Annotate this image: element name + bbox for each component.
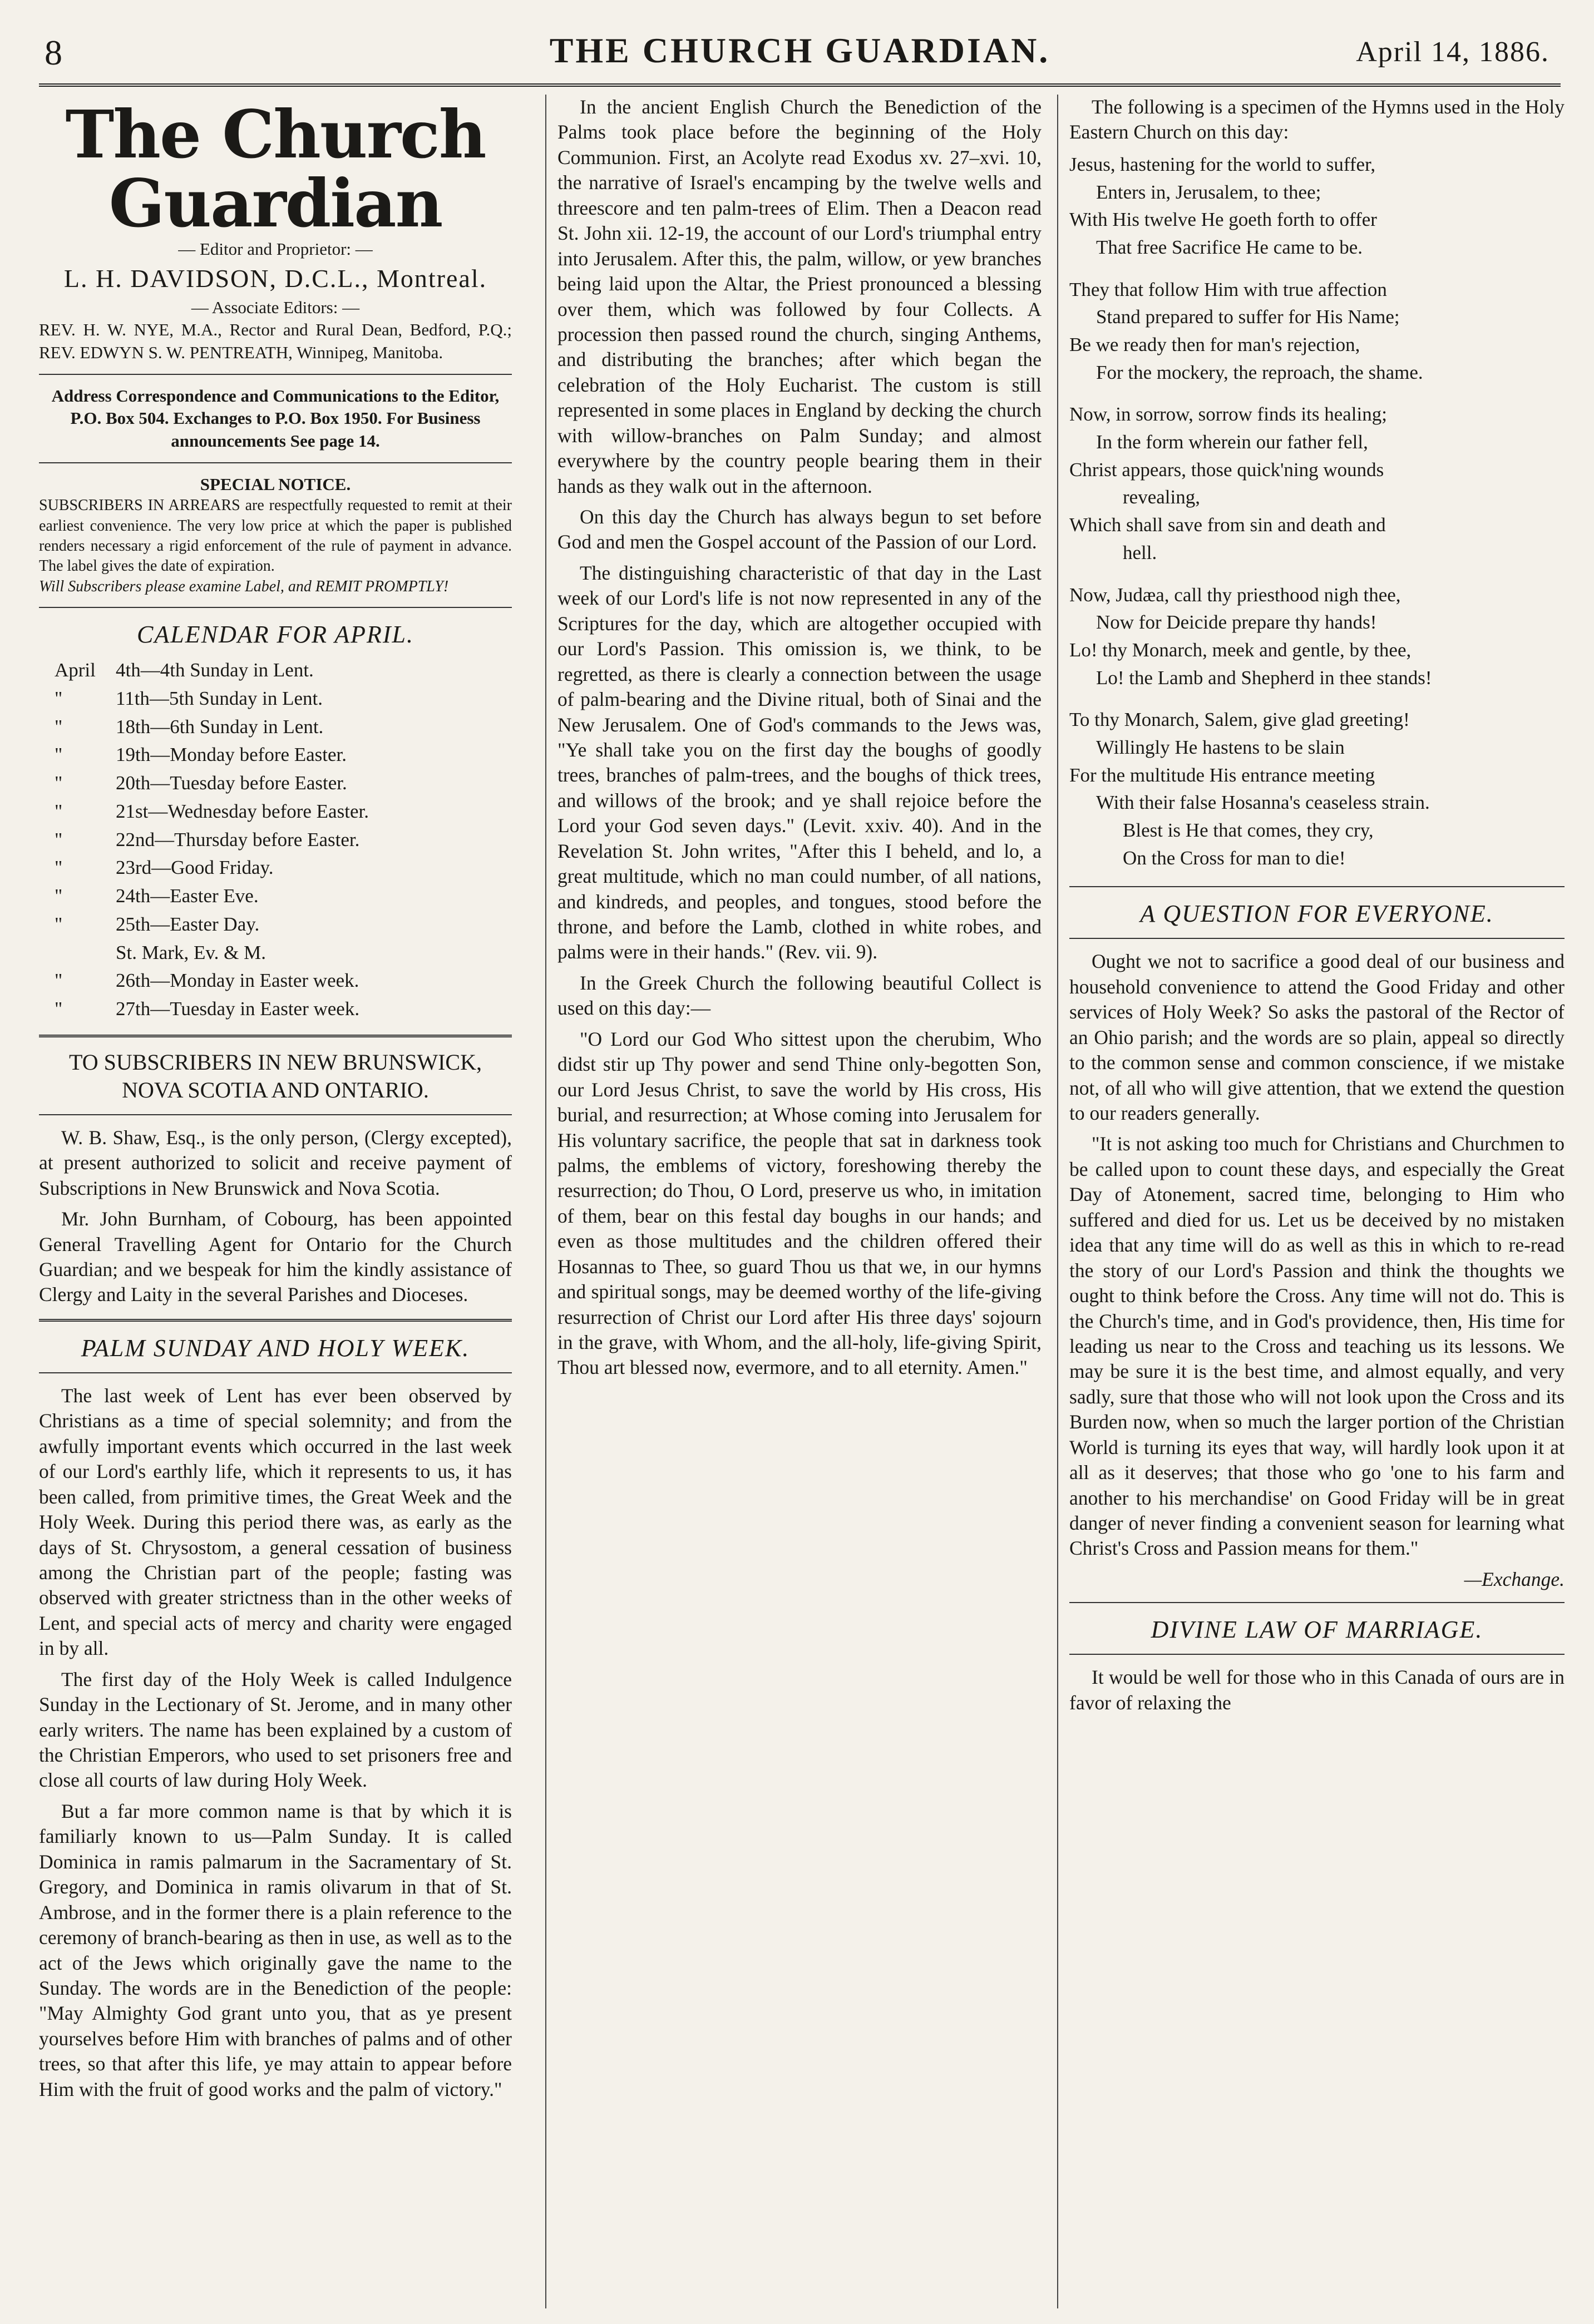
collect-paragraph: "O Lord our God Who sittest upon the cherubim, Who didst stir up Thy power and send Thine only-begotten Son, our Lord Jesus Christ, to save the world by His cross, His burial, and resurrection; at Whose coming into Jerusalem for His voluntary sacrifice, the people that sat in darkness took palms, the emblems of victory, foreshowing thereby the resurrection; do Thou, O Lord, preserve us who, in imitation of them, bear on this festal day boughs in our hands; and even as those multitudes and the children offered their Hosannas to Thee, so guard Thou us that we, in our hymns and spiritual songs, may be deemed worthy of the life-giving resurrection of Christ our Lord after His three days' sojourn in the grave, with Whom, and the all-holy, life-giving Spirit, Thou art blessed now, evermore, and to all eternity. Amen.": [557, 1027, 1042, 1379]
palm-sunday-heading: PALM SUNDAY AND HOLY WEEK.: [81, 1334, 470, 1362]
subscribers-paragraph: Mr. John Burnham, of Cobourg, has been appointed General Travelling Agent for Ontario for the Church Guardian; and we bespeak for him the kindly assistance of Clergy and Laity in the several Parishes and Dioceses.: [39, 1208, 512, 1306]
hymn-line: Now, in sorrow, sorrow finds its healing;: [1069, 403, 1387, 426]
hymn-line: That free Sacrifice He came to be.: [1096, 236, 1363, 258]
divider: [39, 374, 512, 375]
divider: [1069, 1602, 1565, 1603]
calendar-day: 22nd—Thursday before Easter.: [116, 828, 360, 851]
hymn-line: On the Cross for man to die!: [1123, 847, 1346, 869]
article-paragraph: In the Greek Church the following beautiful Collect is used on this day:—: [557, 971, 1042, 1020]
calendar-entry: [55, 967, 512, 995]
column-1: [39, 95, 512, 2308]
article-paragraph: It would be well for those who in this Canada of ours are in favor of relaxing the: [1069, 1666, 1565, 1714]
calendar-month: ": [55, 857, 63, 879]
hymn-line: With His twelve He goeth forth to offer: [1069, 209, 1377, 231]
hymn: [1069, 151, 1565, 872]
calendar-entry: [55, 798, 512, 826]
calendar-month: April: [55, 659, 96, 681]
divider: [1069, 1654, 1565, 1655]
hymn-stanza: [1069, 151, 1565, 261]
hymn-line: To thy Monarch, Salem, give glad greeting!: [1069, 709, 1410, 731]
calendar-entry: [55, 769, 512, 798]
calendar-day: 4th—4th Sunday in Lent.: [116, 659, 314, 681]
hymn-line: In the form wherein our father fell,: [1096, 431, 1368, 453]
hymn-line: Willingly He hastens to be slain: [1096, 736, 1345, 758]
calendar-day: 19th—Monday before Easter.: [116, 744, 347, 766]
question-heading: A QUESTION FOR EVERYONE.: [1140, 900, 1494, 928]
calendar-entry: [55, 685, 512, 713]
calendar-entry: [55, 939, 512, 967]
calendar-month: ": [55, 885, 63, 907]
hymn-line: They that follow Him with true affection: [1069, 278, 1387, 300]
calendar-month: ": [55, 970, 63, 992]
subscribers-paragraph: W. B. Shaw, Esq., is the only person, (Clergy excepted), at present authorized to solicit and receive payment of Subscriptions in New Brunswick and Nova Scotia.: [39, 1126, 512, 1199]
running-header: [39, 22, 1561, 87]
article-paragraph: In the ancient English Church the Benediction of the Palms took place before the beginning of the Holy Communion. First, an Acolyte read Exodus xv. 27–xvi. 10, the narrative of Israel's encamping by the twelve wells and threescore and ten palm-trees of Elim. Then a Deacon read St. John xii. 12-19, the account of our Lord's triumphal entry into Jerusalem. After this, the palm, willow, or yew branches being laid upon the Altar, the Priest pronounced a blessing over them, which was followed by four Collects. A procession then passed round the church, singing Anthems, and distributing the branches; after which began the celebration of the Holy Eucharist. The custom is still represented in some places in England by decking the church with willow-branches on Palm Sunday; and almost everywhere by the country people bearing them in their hands as they walk out in the afternoon.: [557, 96, 1042, 497]
address-notice: Address Correspondence and Communications to the Editor, P.O. Box 504. Exchanges to P.O. Box 1950. For Business announcements See page 14.: [51, 385, 500, 451]
divider: [39, 1035, 512, 1037]
special-notice-text: SUBSCRIBERS IN ARREARS are respectfully requested to remit at their earliest convenience. The very low price at which the paper is published renders necessary a rigid enforcement of the rule of payment in advance. The label gives the date of expiration.: [39, 497, 512, 575]
hymn-line: Which shall save from sin and death and: [1069, 514, 1386, 536]
calendar-month: [55, 939, 116, 967]
calendar-entry: [55, 882, 512, 911]
calendar-day: 20th—Tuesday before Easter.: [116, 772, 347, 794]
running-title: THE CHURCH GUARDIAN.: [549, 31, 1050, 70]
editor-label: — Editor and Proprietor: —: [178, 239, 373, 259]
associate-label: — Associate Editors: —: [191, 298, 360, 318]
hymn-line: Now, Judæa, call thy priesthood nigh thee,: [1069, 584, 1401, 606]
calendar-month: ": [55, 913, 63, 935]
calendar-day: 26th—Monday in Easter week.: [116, 970, 359, 992]
calendar-day: 11th—5th Sunday in Lent.: [116, 687, 323, 709]
hymn-line: With their false Hosanna's ceaseless strain.: [1096, 792, 1430, 814]
divider: [39, 1319, 512, 1322]
calendar-month: ": [55, 687, 63, 709]
hymn-line: Enters in, Jerusalem, to thee;: [1096, 181, 1321, 203]
article-paragraph: The last week of Lent has ever been observed by Christians as a time of special solemnity; and from the awfully important events which occurred in the last week of our Lord's earthly life, which it represents to us, it has been called, from primitive times, the Great Week and the Holy Week. During this period there was, as early as the days of St. Chrysostom, a general cessation of business among the Christian part of the people; fasting was observed with greater strictness than in the other weeks of Lent, and special acts of mercy and charity were engaged in by all.: [39, 1384, 512, 1660]
hymn-line: Jesus, hastening for the world to suffer,: [1069, 153, 1376, 175]
marriage-heading: DIVINE LAW OF MARRIAGE.: [1151, 1616, 1483, 1644]
calendar-entry: [55, 995, 512, 1023]
hymn-line: Christ appears, those quick'ning wounds: [1069, 458, 1384, 481]
article-paragraph: On this day the Church has always begun to set before God and men the Gospel account of the Passion of our Lord.: [557, 506, 1042, 553]
calendar-list: [55, 656, 512, 1023]
special-notice-title: SPECIAL NOTICE.: [200, 474, 351, 494]
calendar-entry: [55, 656, 512, 685]
divider: [1069, 938, 1565, 939]
article-paragraph: The distinguishing characteristic of that day in the Last week of our Lord's life is not now represented in any of the Scriptures for the day, which are altogether occupied with our Lord's Passion. This omission is, we think, to be regretted, as there is clearly a connection between the usage of palm-bearing and the Divine ritual, both of Sinai and the New Jerusalem. One of God's commands to the Jews was, "Ye shall take you on the first day the boughs of goodly trees, branches of palm-trees, and the boughs of thick trees, and willows of the brook; and ye shall rejoice before the Lord your God seven days." (Levit. xxiv. 40). And in the Revelation St. John writes, "After this I beheld, and lo, a great multitude, which no man could number, of all nations, and kindreds, and peoples, and tongues, stood before the throne, and before the Lamb, clothed in white robes, and palms were in their hands." (Rev. vii. 9).: [557, 561, 1042, 963]
calendar-entry: [55, 854, 512, 882]
hymn-line: For the mockery, the reproach, the shame.: [1096, 361, 1423, 383]
calendar-entry: [55, 713, 512, 741]
calendar-day: 27th—Tuesday in Easter week.: [116, 998, 360, 1020]
calendar-entry: [55, 741, 512, 769]
calendar-heading: CALENDAR FOR APRIL.: [137, 621, 414, 649]
hymn-stanza: [1069, 400, 1565, 566]
associate-editors: REV. H. W. NYE, M.A., Rector and Rural Dean, Bedford, P.Q.; REV. EDWYN S. W. PENTREATH, Winnipeg, Manitoba.: [39, 320, 512, 362]
hymn-stanza: [1069, 276, 1565, 387]
hymn-line: Now for Deicide prepare thy hands!: [1096, 611, 1377, 634]
hymn-line: Be we ready then for man's rejection,: [1069, 334, 1360, 355]
calendar-day: St. Mark, Ev. & M.: [116, 941, 266, 963]
divider: [39, 1114, 512, 1115]
editor-name: L. H. DAVIDSON, D.C.L., Montreal.: [63, 264, 487, 293]
calendar-day: 23rd—Good Friday.: [116, 857, 274, 879]
hymn-line: hell.: [1123, 541, 1157, 563]
column-3: [1057, 95, 1565, 2308]
calendar-day: 18th—6th Sunday in Lent.: [116, 715, 324, 738]
calendar-month: ": [55, 800, 63, 822]
hymn-line: Lo! the Lamb and Shepherd in thee stands!: [1096, 666, 1432, 689]
calendar-entry: [55, 911, 512, 939]
masthead-title: The Church Guardian: [65, 96, 486, 242]
hymn-line: Blest is He that comes, they cry,: [1123, 819, 1374, 841]
issue-date: April 14, 1886.: [1356, 36, 1549, 68]
column-2: [545, 95, 1042, 2308]
divider: [1069, 886, 1565, 887]
hymn-stanza: [1069, 581, 1565, 692]
article-source: —Exchange.: [1464, 1568, 1565, 1590]
article-paragraph: The first day of the Holy Week is called Indulgence Sunday in the Lectionary of St. Jerome, and in many other early writers. The name has been explained by a custom of the Christian Emperors, who used to set prisoners free and close all courts of law during Holy Week.: [39, 1668, 512, 1792]
article-paragraph: The following is a specimen of the Hymns used in the Holy Eastern Church on this day:: [1069, 96, 1565, 144]
hymn-line: revealing,: [1123, 486, 1200, 508]
calendar-day: 25th—Easter Day.: [116, 913, 260, 935]
hymn-line: Lo! thy Monarch, meek and gentle, by thee,: [1069, 639, 1412, 661]
article-paragraph: "It is not asking too much for Christians and Churchmen to be called upon to count these days, and especially the Great Day of Atonement, sacred time, belonging to Him who suffered and died for us. Let us be deceived by no mistaken idea that any time will do as well as this in which to re-read the story of our Lord's Passion and think the thoughts we ought to think before the Cross. Any time will not do. This is the Church's time, and in God's providence, then, His time for leading us near to the Cross and teaching us its lessons. We may be sure it is the best time, and almost equally, and very sadly, sure that those who will not look upon the Cross and its Burden now, when so much the larger portion of the Christian World is turning its eyes that way, will hardly look upon it at all as it deserves; that those who go 'one to his farm and another to his merchandise' on Good Friday will be in great danger of never finding a convenient season for learning what Christ's Cross and Passion means for them.": [1069, 1133, 1565, 1560]
hymn-line: For the multitude His entrance meeting: [1069, 764, 1375, 786]
hymn-line: Stand prepared to suffer for His Name;: [1096, 306, 1400, 328]
calendar-month: ": [55, 772, 63, 794]
newspaper-page: [39, 22, 1565, 2308]
calendar-month: ": [55, 998, 63, 1020]
calendar-month: ": [55, 828, 63, 851]
calendar-month: ": [55, 744, 63, 766]
calendar-day: 21st—Wednesday before Easter.: [116, 800, 369, 822]
article-paragraph: But a far more common name is that by which it is familiarly known to us—Palm Sunday. It is called Dominica in ramis palmarum in the Sacramentary of St. Gregory, and Dominica in ramis olivarum in that of St. Ambrose, and in the former there is a plain reference to the ceremony of branch-bearing as then in use, as well as to the act of the Jews which originally gave the name to the Sunday. The words are in the Benediction of the people: "May Almighty God grant unto you, that as ye present yourselves before Him with branches of palms and of other trees, so that after this life, ye may attain to appear before Him with the fruit of good works and the palm of victory.": [39, 1799, 512, 2100]
calendar-day: 24th—Easter Eve.: [116, 885, 259, 907]
divider: [39, 607, 512, 608]
divider: [39, 462, 512, 463]
article-paragraph: Ought we not to sacrifice a good deal of our business and household convenience to attend the Good Friday and other services of Holy Week? So asks the pastoral of the Rector of an Ohio parish; and the words are so plain, appeal so directly to the common sense and common conscience, if we mistake not, of all who will give attention, that we extend the question to our readers generally.: [1069, 950, 1565, 1124]
calendar-month: ": [55, 715, 63, 738]
remit-note: Will Subscribers please examine Label, and REMIT PROMPTLY!: [39, 577, 449, 595]
subscribers-heading: TO SUBSCRIBERS IN NEW BRUNSWICK, NOVA SCOTIA AND ONTARIO.: [69, 1049, 482, 1102]
hymn-stanza: [1069, 706, 1565, 872]
divider: [39, 1372, 512, 1373]
page-number: 8: [45, 33, 62, 72]
calendar-entry: [55, 826, 512, 854]
